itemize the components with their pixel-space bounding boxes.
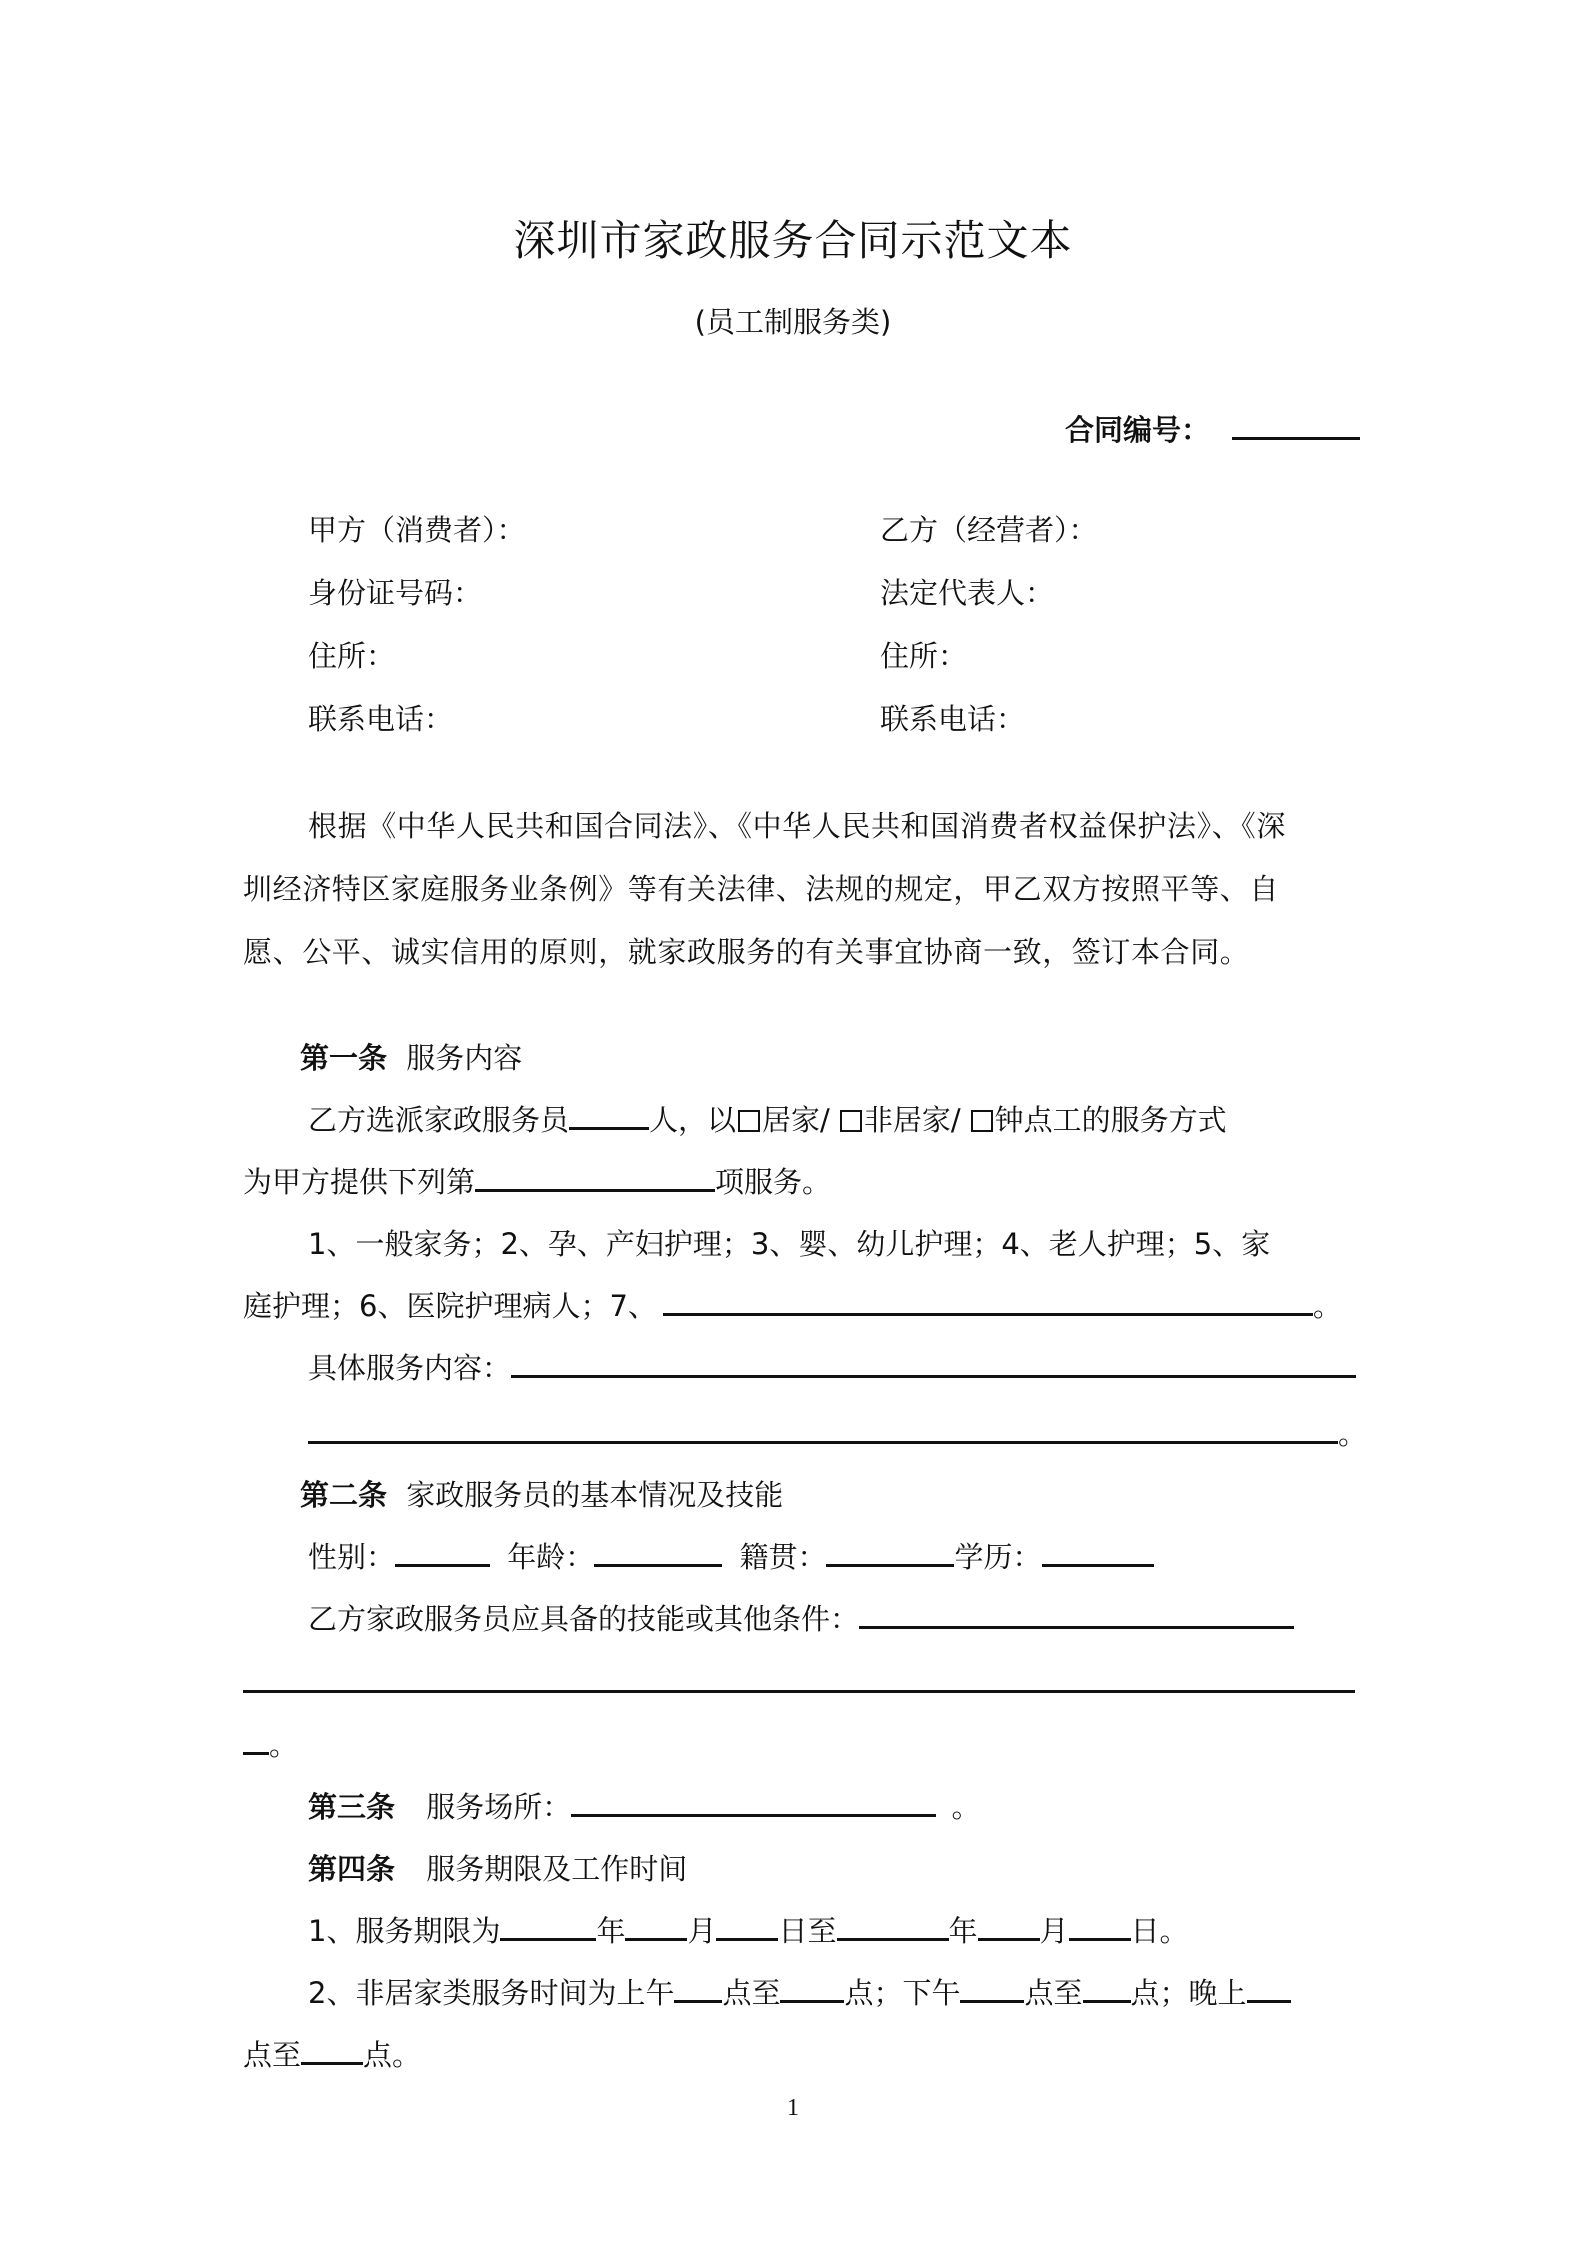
text: 。: [1338, 1417, 1368, 1451]
preamble-line-1: 根据《中华人民共和国合同法》、《中华人民共和国消费者权益保护法》、《深: [308, 809, 1287, 843]
staff-count-field[interactable]: [569, 1101, 649, 1130]
end-year-field[interactable]: [837, 1912, 949, 1941]
article-2-number: 第二条: [300, 1478, 388, 1512]
live-in-checkbox[interactable]: [738, 1110, 760, 1132]
text: 。: [951, 1790, 981, 1824]
article-4-term-line: [308, 1909, 1189, 1950]
text: 乙方选派家政服务员: [308, 1103, 570, 1137]
document-subtitle: (员工制服务类): [694, 305, 892, 339]
non-live-in-label: 非居家/: [863, 1103, 961, 1137]
party-b-rep-label: 法定代表人：: [880, 576, 1055, 610]
text: 日。: [1130, 1914, 1189, 1948]
page-number: 1: [787, 2095, 799, 2121]
article-3-number: 第三条: [308, 1790, 396, 1824]
contract-number-label: 合同编号：: [1065, 413, 1211, 447]
text: 。: [1312, 1289, 1342, 1323]
article-4-number: 第四条: [308, 1852, 396, 1886]
article-3-line: [308, 1785, 980, 1826]
text: 日至: [778, 1914, 837, 1948]
party-a-heading: 甲方（消费者）：: [308, 513, 526, 547]
party-b-phone-label: 联系电话：: [880, 702, 1026, 736]
preamble-line-2: 圳经济特区家庭服务业条例》等有关法律、法规的规定，甲乙双方按照平等、自: [243, 872, 1280, 906]
text: 。: [269, 1728, 299, 1762]
party-a-address-label: 住所：: [308, 639, 396, 673]
text: 2、非居家类服务时间为上午: [308, 1976, 675, 2010]
eve-start-field[interactable]: [1247, 1974, 1291, 2003]
article-1-line-4: [243, 1284, 1342, 1325]
article-2-line-3: [243, 1723, 298, 1764]
age-field[interactable]: [594, 1538, 722, 1567]
pm-end-field[interactable]: [1083, 1974, 1131, 2003]
party-a-phone-label: 联系电话：: [308, 702, 454, 736]
article-1-line-2: [243, 1160, 831, 1201]
party-a-id-label: 身份证号码：: [308, 576, 483, 610]
am-start-field[interactable]: [674, 1974, 722, 2003]
text: 点至: [722, 1976, 781, 2010]
start-year-field[interactable]: [500, 1912, 596, 1941]
service-detail-field[interactable]: [511, 1349, 1356, 1378]
education-field[interactable]: [1042, 1538, 1154, 1567]
hourly-checkbox[interactable]: [971, 1110, 993, 1132]
article-1-title: 服务内容: [406, 1041, 523, 1075]
article-1-heading: [300, 1036, 522, 1077]
age-label: 年龄：: [507, 1540, 595, 1574]
origin-field[interactable]: [826, 1538, 954, 1567]
am-end-field[interactable]: [780, 1974, 844, 2003]
article-1-line-1: [308, 1098, 1227, 1139]
text: 年: [948, 1914, 978, 1948]
article-2-line-1: [308, 1535, 1154, 1576]
start-month-field[interactable]: [625, 1912, 687, 1941]
document-title: 深圳市家政服务合同示范文本: [513, 216, 1073, 265]
text: 点。: [363, 2038, 422, 2072]
article-4-heading: [308, 1847, 687, 1888]
origin-label: 籍贯：: [739, 1540, 827, 1574]
service-detail-field-2[interactable]: [308, 1415, 1338, 1444]
gender-label: 性别：: [308, 1540, 396, 1574]
skills-field-end[interactable]: [243, 1726, 269, 1755]
contract-number-field[interactable]: [1232, 411, 1360, 440]
start-day-field[interactable]: [716, 1912, 778, 1941]
text: 点；晚上: [1130, 1976, 1247, 2010]
education-label: 学历：: [954, 1540, 1042, 1574]
text: 点至: [1024, 1976, 1083, 2010]
article-4-title: 服务期限及工作时间: [426, 1852, 688, 1886]
preamble-line-3: 愿、公平、诚实信用的原则，就家政服务的有关事宜协商一致，签订本合同。: [243, 935, 1250, 969]
skills-field[interactable]: [859, 1600, 1294, 1629]
party-b-heading: 乙方（经营者）：: [880, 513, 1098, 547]
article-1-line-5: [308, 1346, 1356, 1387]
end-day-field[interactable]: [1069, 1912, 1131, 1941]
article-2-line-2: [308, 1597, 1294, 1638]
gender-field[interactable]: [395, 1538, 490, 1567]
text: 点；下午: [844, 1976, 961, 2010]
text: 人，以: [649, 1103, 737, 1137]
text: 点至: [243, 2038, 302, 2072]
text: 年: [596, 1914, 626, 1948]
article-1-line-3: 1、一般家务；2、孕、产妇护理；3、婴、幼儿护理；4、老人护理；5、家: [308, 1227, 1271, 1261]
text: 庭护理；6、医院护理病人；7、: [243, 1289, 657, 1323]
hourly-label: 钟点工的服务方式: [994, 1103, 1227, 1137]
pm-start-field[interactable]: [960, 1974, 1024, 2003]
article-4-hours-line-2: [243, 2033, 421, 2074]
article-1-line-6: [308, 1412, 1367, 1453]
article-2-title: 家政服务员的基本情况及技能: [406, 1478, 784, 1512]
article-4-hours-line: [308, 1971, 1291, 2012]
skills-field-continuation[interactable]: [243, 1690, 1355, 1693]
article-1-number: 第一条: [300, 1041, 388, 1075]
text: 为甲方提供下列第: [243, 1165, 476, 1199]
non-live-in-checkbox[interactable]: [840, 1110, 862, 1132]
live-in-label: 居家/: [762, 1103, 830, 1137]
article-2-heading: [300, 1473, 783, 1514]
eve-end-field[interactable]: [301, 2036, 363, 2065]
service-items-field[interactable]: [475, 1163, 715, 1192]
article-3-title: 服务场所：: [426, 1790, 572, 1824]
skills-label: 乙方家政服务员应具备的技能或其他条件：: [308, 1602, 860, 1636]
text: 月: [1039, 1914, 1069, 1948]
end-month-field[interactable]: [978, 1912, 1040, 1941]
text: 月: [687, 1914, 717, 1948]
text: 具体服务内容：: [308, 1351, 512, 1385]
contract-number: [1065, 408, 1360, 449]
party-b-address-label: 住所：: [880, 639, 968, 673]
service-location-field[interactable]: [571, 1788, 936, 1817]
other-service-field[interactable]: [663, 1287, 1313, 1316]
text: 1、服务期限为: [308, 1914, 501, 1948]
text: 项服务。: [715, 1165, 832, 1199]
